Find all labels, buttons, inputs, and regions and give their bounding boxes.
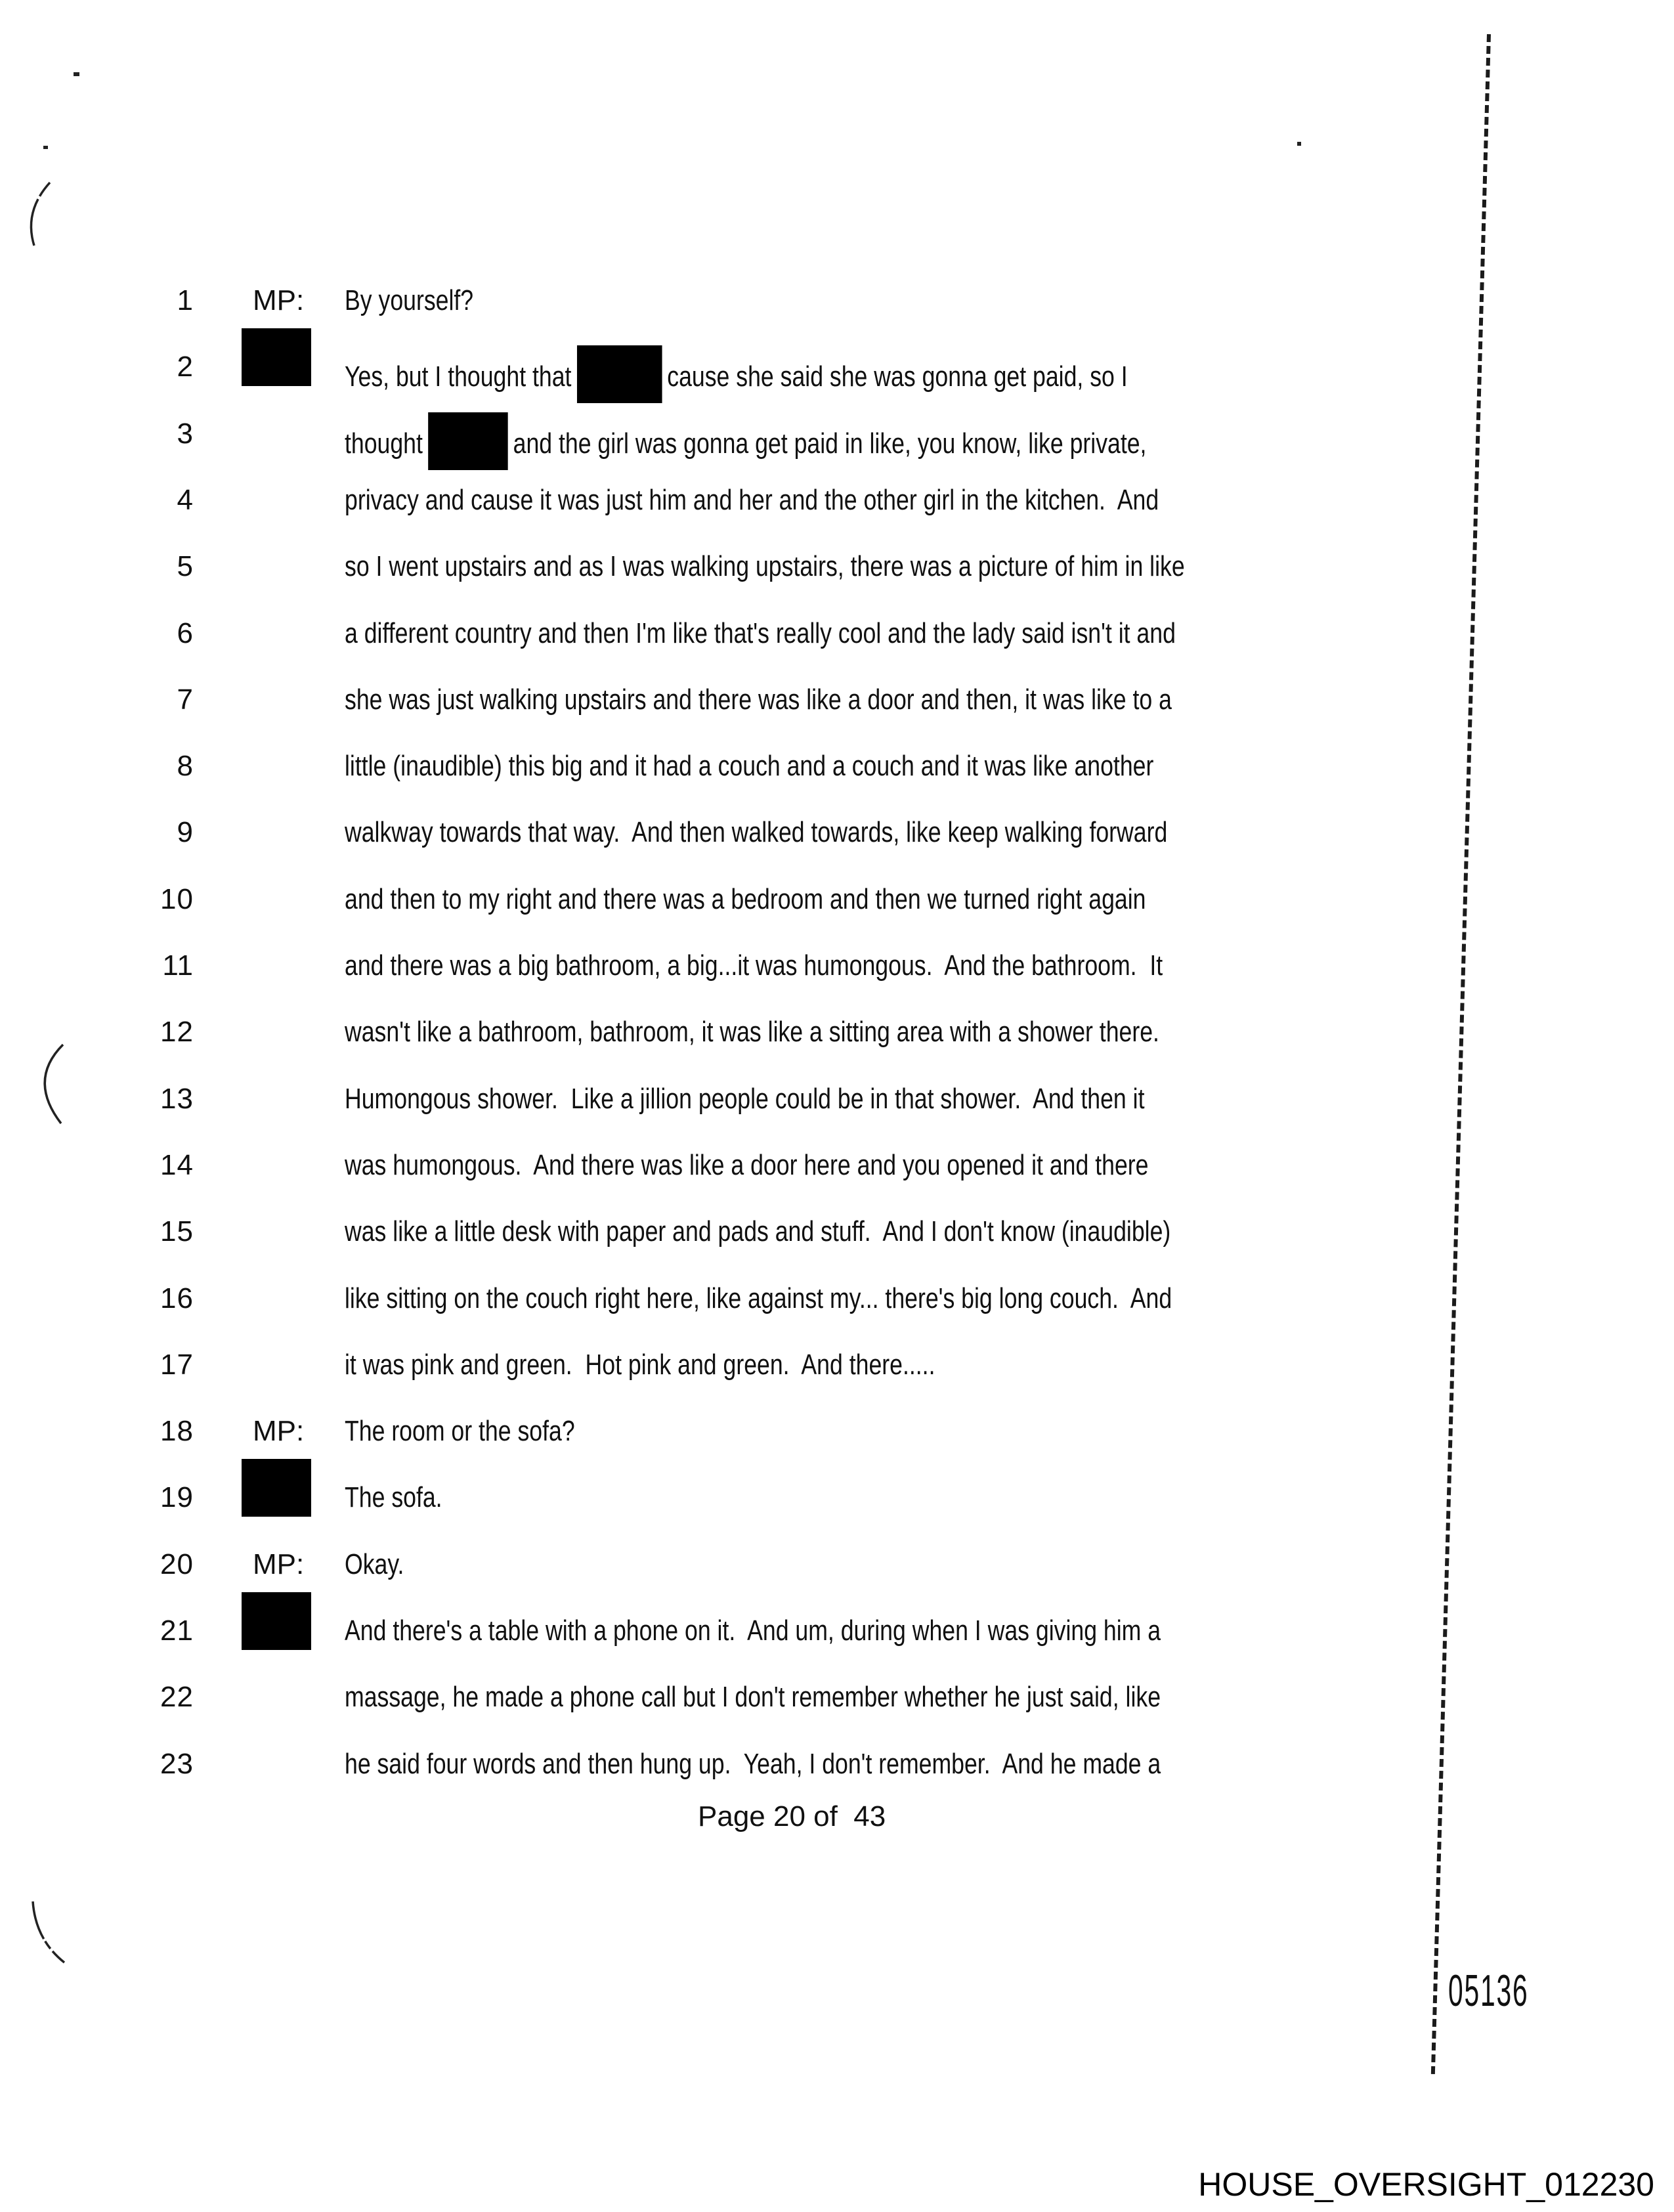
speaker-redaction-box [242, 1592, 311, 1650]
line-text-inner [345, 279, 473, 322]
line-text-inner [345, 1410, 575, 1453]
text-segment: so I went upstairs and as I was walking upstairs, there was a picture of him in like [345, 550, 1185, 583]
line-number: 6 [177, 617, 194, 649]
transcript-line [0, 1343, 1674, 1410]
line-number: 17 [160, 1348, 194, 1381]
line-text-inner [345, 1277, 1172, 1320]
transcript-line [0, 878, 1674, 944]
line-number: 16 [160, 1282, 194, 1314]
scan-speck [1297, 142, 1301, 146]
scan-speck [43, 146, 48, 149]
transcript-line [0, 811, 1674, 877]
transcript-line [0, 944, 1674, 1010]
line-number: 4 [177, 483, 194, 516]
line-text-inner [345, 1609, 1161, 1653]
text-segment: he said four words and then hung up. Yeah, I don't remember. And he made a [345, 1747, 1161, 1780]
transcript-line [0, 1077, 1674, 1144]
line-text [345, 1010, 1350, 1054]
transcript-line [0, 1277, 1674, 1343]
line-text [345, 944, 1354, 987]
line-text [345, 1676, 1352, 1719]
line-text-inner [345, 1210, 1170, 1253]
text-segment: she was just walking upstairs and there was like a door and then, it was like to a [345, 683, 1172, 716]
transcript-line [0, 678, 1674, 745]
transcript-line [0, 1144, 1674, 1210]
line-text-inner [345, 1144, 1148, 1187]
line-text [345, 1543, 418, 1586]
text-segment: and then to my right and there was a bedroom and then we turned right again [345, 882, 1146, 915]
inline-redaction-box [428, 412, 508, 470]
line-text-inner [345, 1743, 1161, 1786]
line-number: 21 [160, 1615, 194, 1647]
bates-label: HOUSE_OVERSIGHT_012230 [1198, 2166, 1654, 2203]
text-segment: The sofa. [345, 1481, 442, 1514]
transcript-line [0, 1010, 1674, 1077]
line-number: 12 [160, 1016, 194, 1049]
pen-mark-arc-bottom [26, 1899, 72, 1968]
line-text [345, 612, 1371, 655]
speaker-label: MP: [253, 1548, 305, 1580]
transcript-line [0, 1476, 1674, 1542]
text-segment: wasn't like a bathroom, bathroom, it was like a sitting area with a shower there. [345, 1016, 1159, 1049]
line-text-inner [345, 1343, 935, 1387]
transcript-line [0, 745, 1674, 811]
stamp-number: 05136 [1448, 1966, 1529, 2016]
line-text-inner [345, 1077, 1144, 1121]
text-segment: was like a little desk with paper and pads and stuff. And I don't know (inaudible) [345, 1215, 1171, 1248]
line-text-inner [345, 479, 1159, 522]
transcript-line [0, 1210, 1674, 1276]
line-text [345, 1277, 1366, 1320]
page-number-label: Page 20 of 43 [698, 1800, 886, 1832]
line-number: 9 [177, 816, 194, 849]
line-text [345, 412, 1335, 470]
line-text [345, 345, 1311, 403]
scan-speck [74, 72, 79, 76]
inline-redaction-box [577, 345, 662, 403]
line-number: 20 [160, 1548, 194, 1580]
line-text-inner [345, 1476, 442, 1519]
line-text [345, 1210, 1364, 1253]
line-text-inner [345, 944, 1163, 987]
line-number: 3 [177, 417, 194, 450]
text-segment: cause she said she was gonna get paid, so I [667, 360, 1128, 393]
line-text [345, 745, 1343, 788]
line-text-inner [345, 612, 1176, 655]
text-segment: Humongous shower. Like a jillion people could be in that shower. And then it [345, 1082, 1145, 1115]
text-segment: thought [345, 427, 423, 460]
line-text [345, 878, 1334, 921]
text-segment: a different country and then I'm like that's really cool and the lady said isn't it and [345, 617, 1176, 649]
line-text-inner [345, 1543, 404, 1586]
text-segment: massage, he made a phone call but I don't remember whether he just said, like [345, 1681, 1161, 1714]
transcript-line [0, 345, 1674, 412]
text-segment: privacy and cause it was just him and her and the other girl in the kitchen. And [345, 483, 1159, 516]
line-number: 18 [160, 1415, 194, 1448]
speaker-label: MP: [253, 284, 305, 316]
line-text-inner [345, 545, 1185, 588]
transcript-line [0, 1743, 1674, 1809]
transcript-line [0, 1609, 1674, 1676]
line-number: 14 [160, 1148, 194, 1181]
text-segment: Yes, but I thought that [345, 360, 572, 393]
line-number: 1 [177, 284, 194, 316]
text-segment: and the girl was gonna get paid in like, you know, like private, [513, 427, 1147, 460]
pen-mark-arc-top [20, 177, 59, 256]
line-number: 15 [160, 1215, 194, 1248]
text-segment: walkway towards that way. And then walked towards, like keep walking forward [345, 816, 1168, 849]
line-number: 22 [160, 1681, 194, 1714]
line-number: 2 [177, 351, 194, 383]
line-text [345, 678, 1366, 722]
speaker-redaction-box [242, 1459, 311, 1517]
line-text [345, 545, 1382, 588]
line-text-inner [345, 745, 1153, 788]
text-segment: was humongous. And there was like a door here and you opened it and there [345, 1148, 1149, 1181]
pen-mark-arc-middle [26, 1041, 72, 1129]
line-number: 23 [160, 1747, 194, 1780]
text-segment: and there was a big bathroom, a big...it was humongous. And the bathroom. It [345, 949, 1163, 982]
text-segment: Okay. [345, 1548, 404, 1580]
text-segment: The room or the sofa? [345, 1415, 575, 1448]
line-text [345, 1144, 1337, 1187]
line-text-inner [345, 1676, 1161, 1719]
text-segment: like sitting on the couch right here, like against my... there's big long couch. And [345, 1282, 1172, 1314]
transcript-line [0, 545, 1674, 611]
line-text-inner [345, 811, 1167, 854]
line-text [345, 479, 1350, 522]
line-number: 7 [177, 683, 194, 716]
text-segment: By yourself? [345, 284, 474, 316]
line-text [345, 279, 504, 322]
speaker-label: MP: [253, 1415, 305, 1448]
line-number: 5 [177, 550, 194, 583]
line-text-inner [345, 1010, 1159, 1054]
line-text-inner [345, 345, 1128, 403]
line-text-inner [345, 878, 1146, 921]
line-text [345, 811, 1360, 854]
text-segment: it was pink and green. Hot pink and green. And there..... [345, 1348, 935, 1381]
line-text [345, 1476, 465, 1519]
text-segment: And there's a table with a phone on it. And um, during when I was giving him a [345, 1615, 1161, 1647]
transcript-line [0, 1676, 1674, 1742]
transcript-line [0, 612, 1674, 678]
line-text [345, 1609, 1352, 1653]
transcript-line [0, 412, 1674, 479]
line-number: 8 [177, 750, 194, 783]
line-text [345, 1343, 1073, 1387]
line-number: 13 [160, 1082, 194, 1115]
line-text [345, 1743, 1352, 1786]
speaker-redaction-box [242, 328, 311, 386]
line-text [345, 1410, 629, 1453]
text-segment: little (inaudible) this big and it had a couch and a couch and it was like another [345, 750, 1154, 783]
line-text-inner [345, 412, 1146, 470]
line-number: 11 [162, 949, 194, 982]
line-number: 10 [160, 882, 194, 915]
line-text [345, 1077, 1332, 1121]
transcript-line [0, 479, 1674, 545]
line-text-inner [345, 678, 1172, 722]
line-number: 19 [160, 1481, 194, 1514]
